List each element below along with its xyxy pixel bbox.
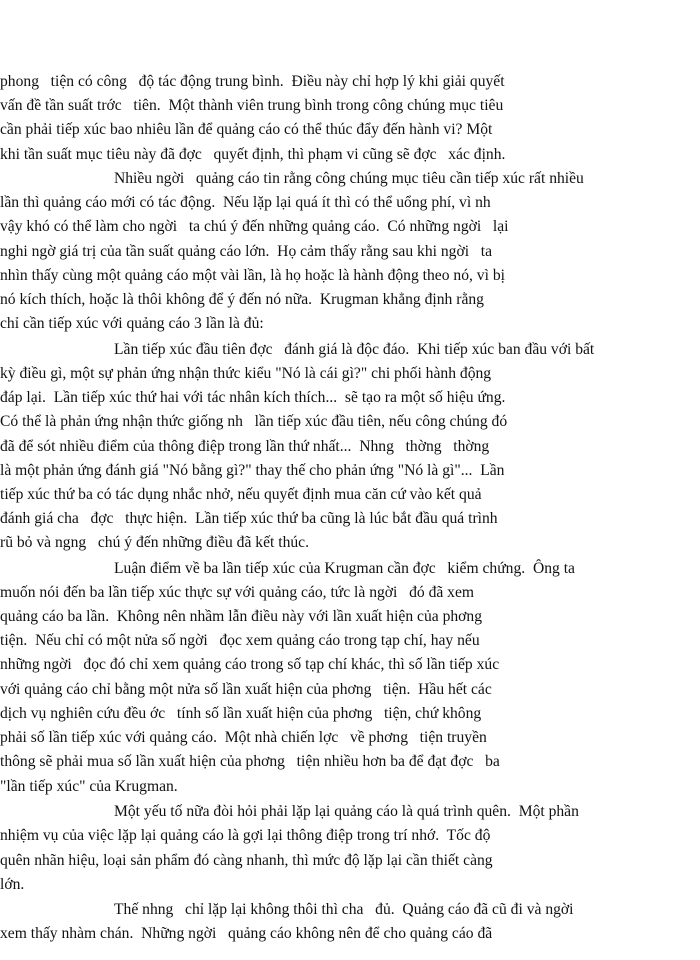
- text-line: quảng cáo ba lần. Không nên nhầm lẫn điều này với lần xuất hiện của phơng: [0, 608, 483, 625]
- text-line: lớn.: [0, 876, 25, 893]
- text-line: xem thấy nhàm chán. Những ngời quảng cáo không nên để cho quảng cáo đã: [0, 925, 493, 942]
- text-line: kỳ điều gì, một sự phản ứng nhận thức kiểu "Nó là cái gì?" chi phối hành động: [0, 365, 492, 382]
- text-line: nhìn thấy cùng một quảng cáo một vài lần, là họ hoặc là hành động theo nó, vì bị: [0, 267, 505, 284]
- text-line: cần phải tiếp xúc bao nhiêu lần để quảng cáo có thể thúc đẩy đến hành vi? Một: [0, 121, 493, 138]
- text-line: phong tiện có công độ tác động trung bình. Điều này chỉ hợp lý khi giải quyết: [0, 73, 505, 90]
- text-line: vấn đề tần suất trớc tiên. Một thành viên trung bình trong công chúng mục tiêu: [0, 97, 504, 114]
- text-line: quên nhãn hiệu, loại sản phẩm đó càng nhanh, thì mức độ lặp lại cần thiết càng: [0, 852, 493, 869]
- text-line: tiếp xúc thứ ba có tác dụng nhắc nhở, nếu quyết định mua căn cứ vào kết quả: [0, 486, 482, 503]
- text-line: đánh giá cha đợc thực hiện. Lần tiếp xúc thứ ba cũng là lúc bắt đầu quá trình: [0, 510, 498, 527]
- text-line: nó kích thích, hoặc là thôi không để ý đến nó nữa. Krugman khẳng định rằng: [0, 291, 484, 308]
- text-line: đáp lại. Lần tiếp xúc thứ hai với tác nhân kích thích... sẽ tạo ra một số hiệu ứng.: [0, 389, 506, 406]
- text-line: phải số lần tiếp xúc với quảng cáo. Một nhà chiến lợc về phơng tiện truyền: [0, 729, 487, 746]
- text-line: đã để sót nhiều điểm của thông điệp trong lần thứ nhất... Nhng thờng thờng: [0, 438, 490, 455]
- text-line: lần thì quảng cáo mới có tác động. Nếu lặp lại quá ít thì có thể uổng phí, vì nh: [0, 194, 491, 211]
- text-line: dịch vụ nghiên cứu đều ớc tính số lần xuất hiện của phơng tiện, chứ không: [0, 705, 482, 722]
- text-line: Một yếu tố nữa đòi hỏi phải lặp lại quảng cáo là quá trình quên. Một phần: [114, 803, 579, 820]
- text-line: vậy khó có thể làm cho ngời ta chú ý đến những quảng cáo. Có những ngời lại: [0, 218, 509, 235]
- text-line: Lần tiếp xúc đầu tiên đợc đánh giá là độc đáo. Khi tiếp xúc ban đầu với bất: [114, 341, 595, 358]
- text-line: nghi ngờ giá trị của tần suất quảng cáo lớn. Họ cảm thấy rằng sau khi ngời ta: [0, 243, 492, 260]
- text-line: những ngời đọc đó chỉ xem quảng cáo trong số tạp chí khác, thì số lần tiếp xúc: [0, 656, 500, 673]
- text-line: chỉ cần tiếp xúc với quảng cáo 3 lần là đủ:: [0, 315, 264, 332]
- text-line: Có thể là phản ứng nhận thức giống nh lần tiếp xúc đầu tiên, nếu công chúng đó: [0, 413, 508, 430]
- text-line: rũ bỏ và ngng chú ý đến những điều đã kết thúc.: [0, 534, 309, 551]
- text-line: Thế nhng chỉ lặp lại không thôi thì cha đủ. Quảng cáo đã cũ đi và ngời: [114, 901, 574, 918]
- text-line: khi tần suất mục tiêu này đã đợc quyết định, thì phạm vi cũng sẽ đợc xác định.: [0, 146, 506, 163]
- text-line: thông sẽ phải mua số lần xuất hiện của phơng tiện nhiều hơn ba để đạt đợc ba: [0, 753, 500, 770]
- text-line: muốn nói đến ba lần tiếp xúc thực sự với quảng cáo, tức là ngời đó đã xem: [0, 584, 475, 601]
- text-line: Nhiều ngời quảng cáo tin rằng công chúng mục tiêu cần tiếp xúc rất nhiều: [114, 170, 584, 187]
- text-line: tiện. Nếu chỉ có một nửa số ngời đọc xem quảng cáo trong tạp chí, hay nếu: [0, 632, 480, 649]
- text-line: với quảng cáo chỉ bằng một nửa số lần xuất hiện của phơng tiện. Hầu hết các: [0, 681, 492, 698]
- text-line: là một phản ứng đánh giá "Nó bằng gì?" thay thế cho phản ứng "Nó là gì"... Lần: [0, 462, 505, 479]
- text-line: "lần tiếp xúc" của Krugman.: [0, 778, 178, 795]
- text-line: nhiệm vụ của việc lặp lại quảng cáo là gợi lại thông điệp trong trí nhớ. Tốc độ: [0, 827, 491, 844]
- text-line: Luận điểm về ba lần tiếp xúc của Krugman cần đợc kiểm chứng. Ông ta: [114, 560, 575, 577]
